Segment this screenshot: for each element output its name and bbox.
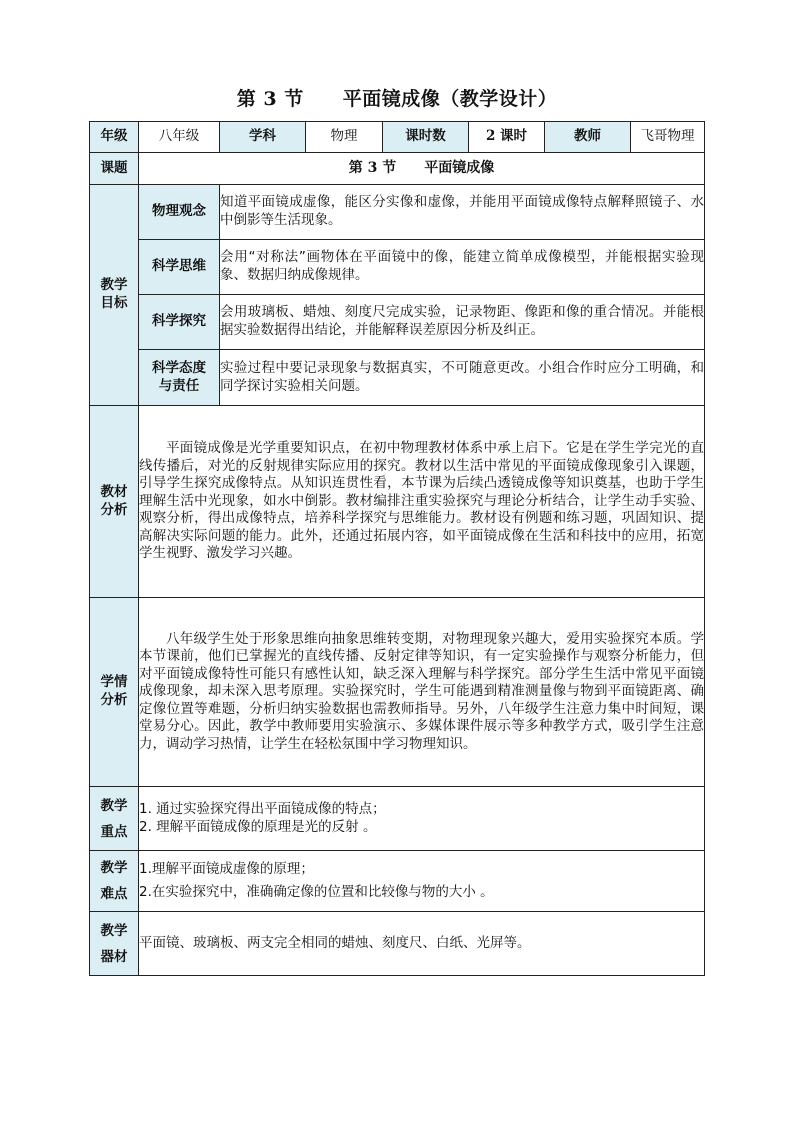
lesson-plan-table xyxy=(89,121,705,976)
textbook-analysis-row xyxy=(90,406,705,598)
info-row xyxy=(90,122,705,153)
objective-text-attitude: 实验过程中要记录现象与数据真实，不可随意更改。小组合作时应分工明确，和同学探讨实验相关问题。 xyxy=(220,350,705,406)
student-analysis-label: 学情 分析 xyxy=(90,598,139,787)
objective-text-scientific-thinking: 会用“对称法”画物体在平面镜中的像，能建立简单成像模型，并能根据实验现象、数据归纳成像规律。 xyxy=(220,240,705,295)
textbook-analysis-text: 平面镜成像是光学重要知识点，在初中物理教材体系中承上启下。它是在学生学完光的直线传播后，对光的反射规律实际应用的探究。教材以生活中常见的平面镜成像现象引入课题，引导学生探究成像特点。从知识连贯性看，本节课为后续凸透镜成像等知识奠基，也助于学生理解生活中光现象，如水中倒影。教材编排注重实验探究与理论分析结合，让学生动手实验、观察分析，得出成像特点，培养科学探究与思维能力。教材设有例题和练习题，巩固知识、提高解决实际问题的能力。此外，还通过拓展内容，如平面镜成像在生活和科技中的应用，拓宽学生视野、激发学习兴趣。 xyxy=(139,406,705,598)
list-item: 2.在实验探究中，准确确定像的位置和比较像与物的大小 。 xyxy=(139,884,494,900)
grade-value: 八年级 xyxy=(139,122,220,153)
objective-text-physics-concept: 知道平面镜成虚像，能区分实像和虚像，并能用平面镜成像特点解释照镜子、水中倒影等生活现象。 xyxy=(220,185,705,240)
page-title: 第 3 节 平面镜成像（教学设计） xyxy=(236,88,558,110)
key-points-list xyxy=(139,787,705,851)
hours-value: 2 课时 xyxy=(469,122,545,153)
list-item: 1. 通过实验探究得出平面镜成像的特点； xyxy=(139,800,386,817)
student-analysis-text: 八年级学生处于形象思维向抽象思维转变期，对物理现象兴趣大，爱用实验探究本质。学本节课前，他们已掌握光的直线传播、反射定律等知识，有一定实验操作与观察分析能力，但对平面镜成像特性可能只有感性认知，缺乏深入理解与科学探究。部分学生生活中常见平面镜成像现象，却未深入思考原理。实验探究时，学生可能遇到精准测量像与物到平面镜距离、确定像位置等难题，分析归纳实验数据也需教师指导。另外，八年级学生注意力集中时间短，课堂易分心。因此，教学中教师要用实验演示、多媒体课件展示等多种教学方式，吸引学生注意力，调动学习热情，让学生在轻松氛围中学习物理知识。 xyxy=(139,598,705,787)
textbook-analysis-label: 教材 分析 xyxy=(90,406,139,598)
objective-label-physics-concept: 物理观念 xyxy=(139,185,220,240)
difficulties-row xyxy=(90,851,705,912)
objective-row-4 xyxy=(90,350,705,406)
objective-label-scientific-thinking: 科学思维 xyxy=(139,240,220,295)
teacher-label: 教师 xyxy=(545,122,631,153)
equipment-row xyxy=(90,912,705,976)
topic-row xyxy=(90,153,705,185)
objectives-label: 教学 目标 xyxy=(90,185,139,406)
objective-row-3 xyxy=(90,295,705,350)
objective-row-1 xyxy=(90,185,705,240)
objective-label-scientific-inquiry: 科学探究 xyxy=(139,295,220,350)
teacher-value: 飞哥物理 xyxy=(631,122,705,153)
objective-text-scientific-inquiry: 会用玻璃板、蜡烛、刻度尺完成实验，记录物距、像距和像的重合情况。并能根据实验数据得出结论，并能解释误差原因分析及纠正。 xyxy=(220,295,705,350)
equipment-label: 教学 器材 xyxy=(90,912,139,976)
grade-label: 年级 xyxy=(90,122,139,153)
difficulties-list xyxy=(139,851,705,912)
equipment-text: 平面镜、玻璃板、两支完全相同的蜡烛、刻度尺、白纸、光屏等。 xyxy=(139,912,705,976)
difficulties-label: 教学 难点 xyxy=(90,851,139,912)
topic-value: 第 3 节 平面镜成像 xyxy=(139,153,705,185)
objective-label-attitude: 科学态度 与责任 xyxy=(139,350,220,406)
hours-label: 课时数 xyxy=(383,122,469,153)
subject-label: 学科 xyxy=(220,122,306,153)
student-analysis-row xyxy=(90,598,705,787)
list-item: 2. 理解平面镜成像的原理是光的反射 。 xyxy=(139,818,377,835)
key-points-row xyxy=(90,787,705,851)
subject-value: 物理 xyxy=(306,122,383,153)
key-points-label: 教学 重点 xyxy=(90,787,139,851)
topic-label: 课题 xyxy=(90,153,139,185)
list-item: 1.理解平面镜成虚像的原理； xyxy=(139,861,314,877)
objective-row-2 xyxy=(90,240,705,295)
